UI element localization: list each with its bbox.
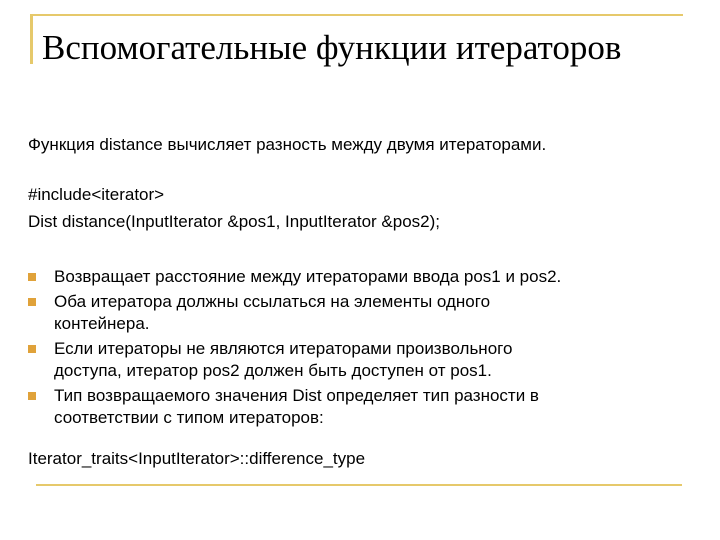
square-bullet-icon — [28, 273, 36, 281]
bullet-item — [28, 385, 708, 429]
intro-text: Функция distance вычисляет разность между двумя итераторами. — [28, 135, 547, 154]
slide-title: Вспомогательные функции итераторов — [42, 28, 622, 67]
bullet-text-line2: соответствии с типом итераторов: — [54, 408, 324, 427]
bullet-text-line1: Тип возвращаемого значения Dist определяет тип разности в — [54, 386, 539, 405]
bullet-item — [28, 266, 708, 288]
bullet-text-line1: Если итераторы не являются итераторами произвольного — [54, 339, 513, 358]
bullet-text-line1: Возвращает расстояние между итераторами ввода pos1 и pos2. — [54, 267, 562, 286]
bullet-text-line2: контейнера. — [54, 314, 150, 333]
square-bullet-icon — [28, 298, 36, 306]
title-accent-vertical-line — [30, 14, 33, 64]
title-accent-horizontal-line — [33, 14, 683, 16]
type-expression: Iterator_traits<InputIterator>::difference_type — [28, 449, 366, 468]
bullet-text-line2: доступа, итератор pos2 должен быть доступен от pos1. — [54, 361, 492, 380]
code-include-line: #include<iterator> — [28, 185, 165, 204]
bullet-item — [28, 291, 708, 335]
square-bullet-icon — [28, 345, 36, 353]
bullet-text-line1: Оба итератора должны ссылаться на элементы одного — [54, 292, 491, 311]
footer-accent-line — [36, 484, 682, 486]
bullet-item — [28, 338, 708, 382]
bullet-list — [28, 266, 708, 432]
code-signature-line: Dist distance(InputIterator &pos1, InputIterator &pos2); — [28, 212, 440, 231]
square-bullet-icon — [28, 392, 36, 400]
